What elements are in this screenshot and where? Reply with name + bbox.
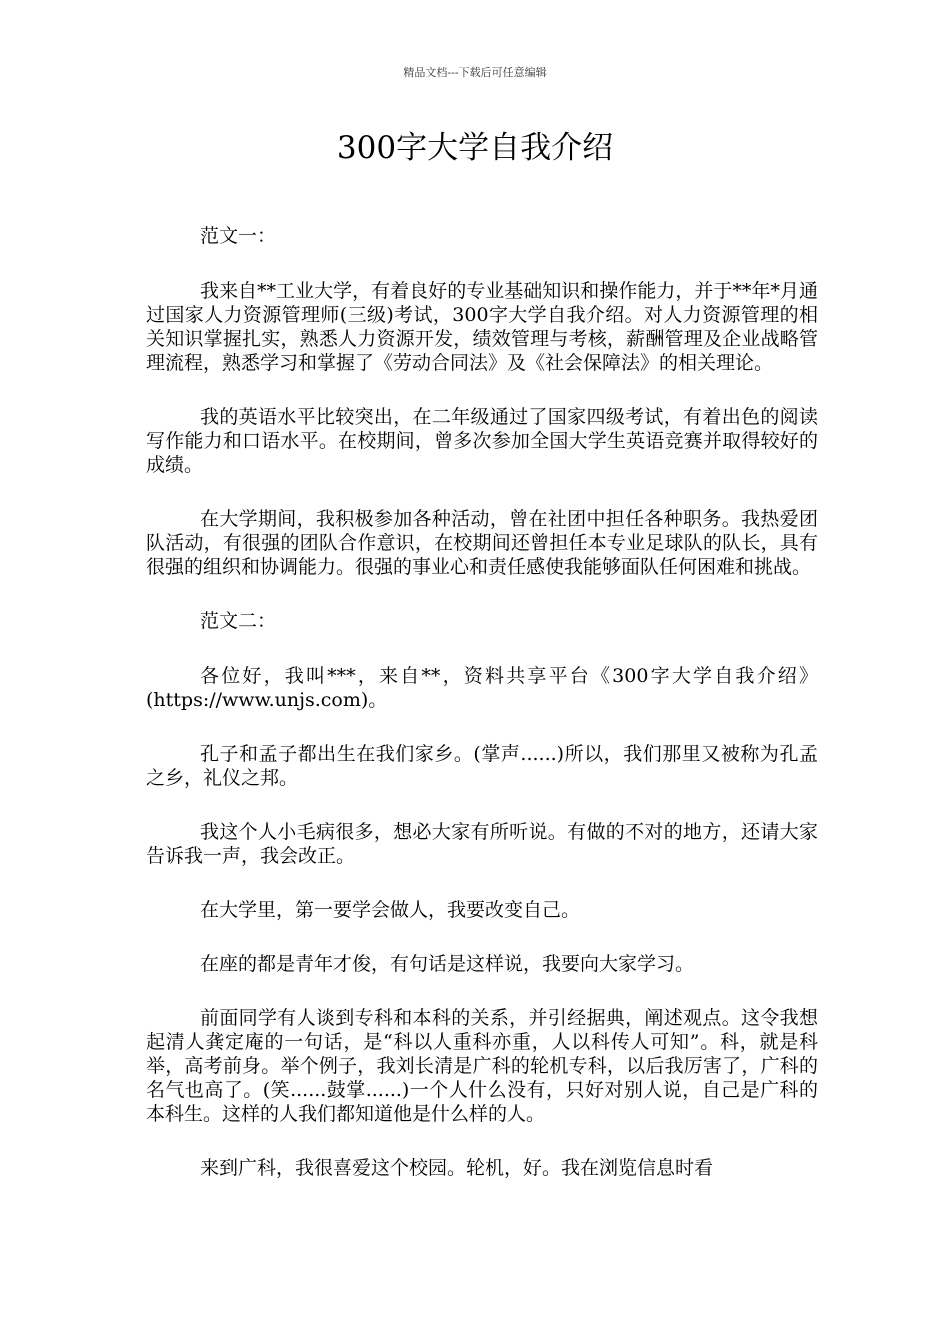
paragraph: 孔子和孟子都出生在我们家乡。(掌声......)所以，我们那里又被称为孔孟之乡，礼仪之邦。 (146, 743, 818, 789)
paragraph: 我这个人小毛病很多，想必大家有所听说。有做的不对的地方，还请大家告诉我一声，我会改正。 (146, 821, 818, 867)
paragraph: 各位好，我叫***，来自**，资料共享平台《300字大学自我介绍》(https://www.unjs.com)。 (146, 665, 818, 711)
paragraph: 在座的都是青年才俊，有句话是这样说，我要向大家学习。 (200, 953, 695, 975)
document-title: 300字大学自我介绍 (336, 130, 614, 166)
section-heading-2: 范文二： (200, 610, 277, 632)
paragraph: 前面同学有人谈到专科和本科的关系，并引经据典，阐述观点。这令我想起清人龚定庵的一句话，是“科以人重科亦重，人以科传人可知”。科，就是科举，高考前身。举个例子，我刘长清是广科的轮机专科，以后我厉害了，广科的名气也高了。(笑......鼓掌......)一个人什么没有，只好对别人说，自己是广科的本科生。这样的人我们都知道他是什么样的人。 (146, 1007, 818, 1125)
paragraph: 我的英语水平比较突出，在二年级通过了国家四级考试，有着出色的阅读写作能力和口语水平。在校期间，曾多次参加全国大学生英语竞赛并取得较好的成绩。 (146, 406, 818, 476)
paragraph: 在大学期间，我积极参加各种活动，曾在社团中担任各种职务。我热爱团队活动，有很强的团队合作意识，在校期间还曾担任本专业足球队的队长，具有很强的组织和协调能力。很强的事业心和责任感使我能够面队任何困难和挑战。 (146, 508, 818, 578)
paragraph: 我来自**工业大学，有着良好的专业基础知识和操作能力，并于**年*月通过国家人力资源管理师(三级)考试，300字大学自我介绍。对人力资源管理的相关知识掌握扎实，熟悉人力资源开发，绩效管理与考核，薪酬管理及企业战略管理流程，熟悉学习和掌握了《劳动合同法》及《社会保障法》的相关理论。 (146, 280, 818, 374)
paragraph: 来到广科，我很喜爱这个校园。轮机，好。我在浏览信息时看 (200, 1157, 714, 1179)
document-body (146, 224, 818, 1210)
section-heading-1: 范文一： (200, 225, 277, 247)
paragraph: 在大学里，第一要学会做人，我要改变自己。 (200, 899, 581, 921)
header-note: 精品文档---下载后可任意编辑 (403, 66, 547, 79)
